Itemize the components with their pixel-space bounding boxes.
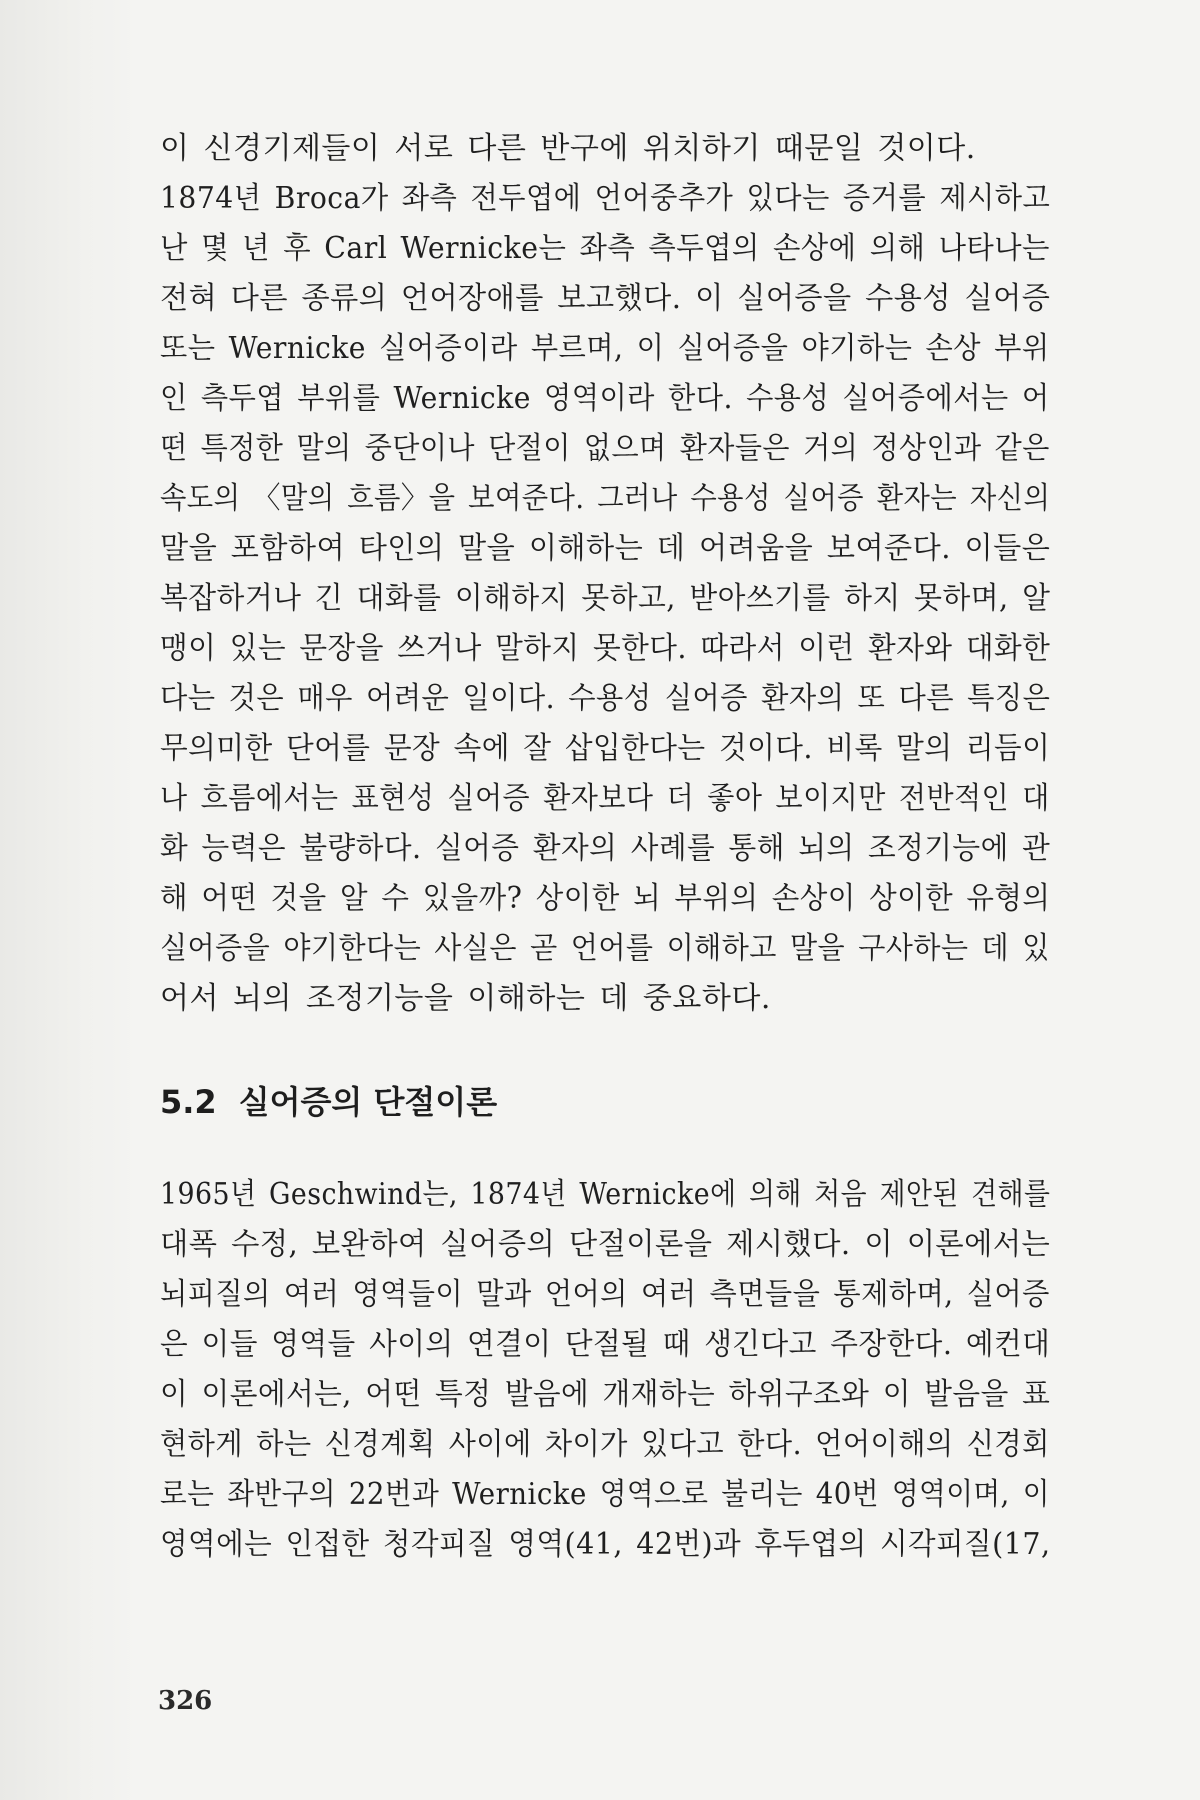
- text-line: 이 신경기제들이 서로 다른 반구에 위치하기 때문일 것이다.: [160, 131, 976, 166]
- text-line: 나 흐름에서는 표현성 실어증 환자보다 더 좋아 보이지만 전반적인 대: [160, 781, 1050, 816]
- text-line: 은 이들 영역들 사이의 연결이 단절될 때 생긴다고 주장한다. 예컨대: [160, 1327, 1051, 1362]
- text-line: 1965년 Geschwind는, 1874년 Wernicke에 의해 처음 제안된 견해를: [160, 1177, 1051, 1212]
- page-content: [160, 124, 1050, 1570]
- text-line: 영역에는 인접한 청각피질 영역(41, 42번)과 후두엽의 시각피질(17,: [160, 1527, 1051, 1562]
- text-line: 뇌피질의 여러 영역들이 말과 언어의 여러 측면들을 통제하며, 실어증: [160, 1277, 1050, 1312]
- text-line: 1874년 Broca가 좌측 전두엽에 언어중추가 있다는 증거를 제시하고: [160, 181, 1051, 216]
- text-line: 말을 포함하여 타인의 말을 이해하는 데 어려움을 보여준다. 이들은: [160, 531, 1051, 566]
- page-number: 326: [158, 1686, 213, 1716]
- section-number: 5.2: [160, 1083, 217, 1121]
- page-gutter-shadow: [0, 0, 140, 1800]
- text-line: 무의미한 단어를 문장 속에 잘 삽입한다는 것이다. 비록 말의 리듬이: [160, 731, 1051, 766]
- paragraph-disconnection-theory: [160, 1170, 1050, 1570]
- text-line: 떤 특정한 말의 중단이나 단절이 없으며 환자들은 거의 정상인과 같은: [160, 431, 1050, 466]
- text-line: 복잡하거나 긴 대화를 이해하지 못하고, 받아쓰기를 하지 못하며, 알: [160, 581, 1051, 616]
- text-line: 다는 것은 매우 어려운 일이다. 수용성 실어증 환자의 또 다른 특징은: [160, 681, 1051, 716]
- text-line: 속도의 〈말의 흐름〉을 보여준다. 그러나 수용성 실어증 환자는 자신의: [160, 481, 1051, 516]
- text-line: 난 몇 년 후 Carl Wernicke는 좌측 측두엽의 손상에 의해 나타나는: [160, 231, 1050, 266]
- text-line: 전혀 다른 종류의 언어장애를 보고했다. 이 실어증을 수용성 실어증: [160, 281, 1051, 316]
- text-line: 로는 좌반구의 22번과 Wernicke 영역으로 불리는 40번 영역이며, 이: [160, 1477, 1050, 1512]
- paragraph-aphasia-wernicke: [160, 124, 1050, 1024]
- text-line: 또는 Wernicke 실어증이라 부르며, 이 실어증을 야기하는 손상 부위: [160, 331, 1050, 366]
- text-line: 화 능력은 불량하다. 실어증 환자의 사례를 통해 뇌의 조정기능에 관: [160, 831, 1051, 866]
- text-line: 인 측두엽 부위를 Wernicke 영역이라 한다. 수용성 실어증에서는 어: [160, 381, 1050, 416]
- text-line: 현하게 하는 신경계획 사이에 차이가 있다고 한다. 언어이해의 신경회: [160, 1427, 1050, 1462]
- section-title: 실어증의 단절이론: [238, 1083, 498, 1121]
- text-line: 해 어떤 것을 알 수 있을까? 상이한 뇌 부위의 손상이 상이한 유형의: [160, 881, 1051, 916]
- text-line: 대폭 수정, 보완하여 실어증의 단절이론을 제시했다. 이 이론에서는: [160, 1227, 1051, 1262]
- text-line: 이 이론에서는, 어떤 특정 발음에 개재하는 하위구조와 이 발음을 표: [160, 1377, 1051, 1412]
- section-heading: [160, 1080, 1050, 1124]
- text-line: 실어증을 야기한다는 사실은 곧 언어를 이해하고 말을 구사하는 데 있: [160, 931, 1050, 966]
- text-line: 어서 뇌의 조정기능을 이해하는 데 중요하다.: [160, 981, 771, 1016]
- text-line: 맹이 있는 문장을 쓰거나 말하지 못한다. 따라서 이런 환자와 대화한: [160, 631, 1051, 666]
